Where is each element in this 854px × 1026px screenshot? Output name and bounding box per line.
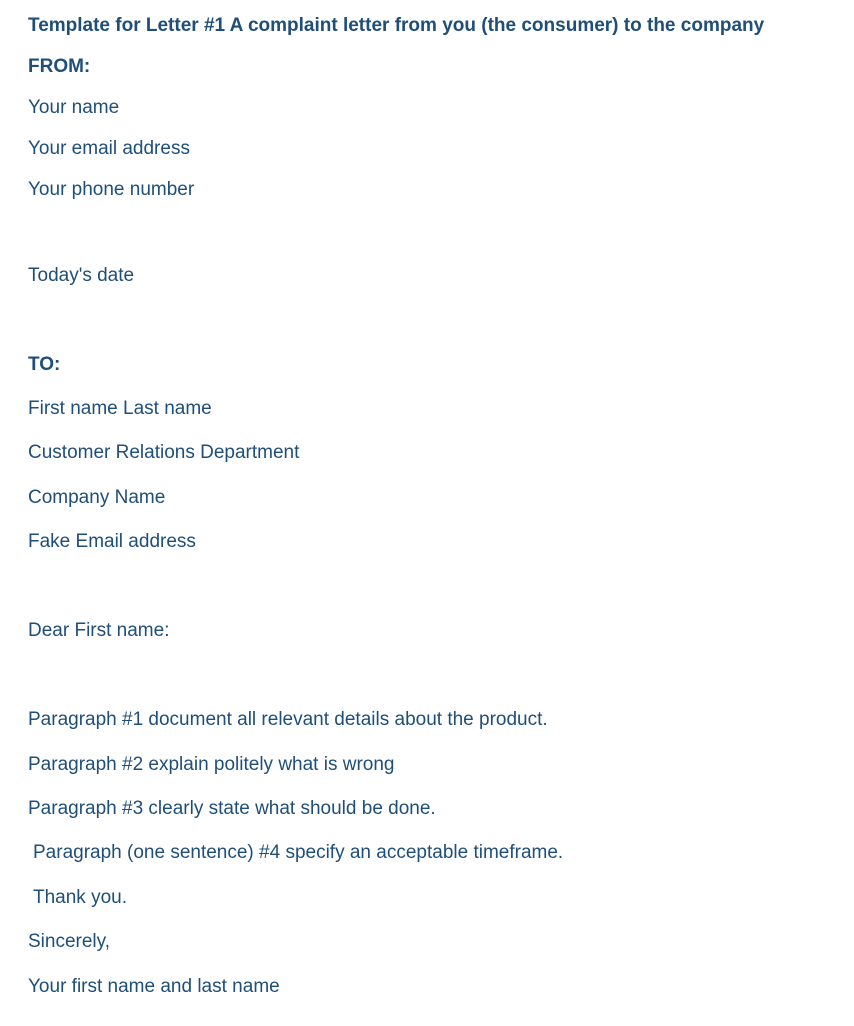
closing-line: Sincerely, <box>28 931 111 952</box>
to-company: Company Name <box>28 487 166 508</box>
to-name: First name Last name <box>28 398 212 419</box>
to-heading: TO: <box>28 354 61 375</box>
signature-line: Your first name and last name <box>28 976 280 997</box>
from-phone: Your phone number <box>28 179 195 200</box>
from-heading: FROM: <box>28 56 91 77</box>
to-email: Fake Email address <box>28 531 196 552</box>
letter-title: Template for Letter #1 A complaint letter from you (the consumer) to the company <box>28 15 765 36</box>
thanks-line: Thank you. <box>33 887 127 908</box>
salutation: Dear First name: <box>28 620 170 641</box>
paragraph-3: Paragraph #3 clearly state what should be done. <box>28 798 436 819</box>
letter-date: Today's date <box>28 265 135 286</box>
from-name: Your name <box>28 97 120 118</box>
paragraph-4: Paragraph (one sentence) #4 specify an acceptable timeframe. <box>33 842 564 863</box>
paragraph-2: Paragraph #2 explain politely what is wrong <box>28 754 395 775</box>
to-department: Customer Relations Department <box>28 442 300 463</box>
from-email: Your email address <box>28 138 190 159</box>
paragraph-1: Paragraph #1 document all relevant details about the product. <box>28 709 548 730</box>
